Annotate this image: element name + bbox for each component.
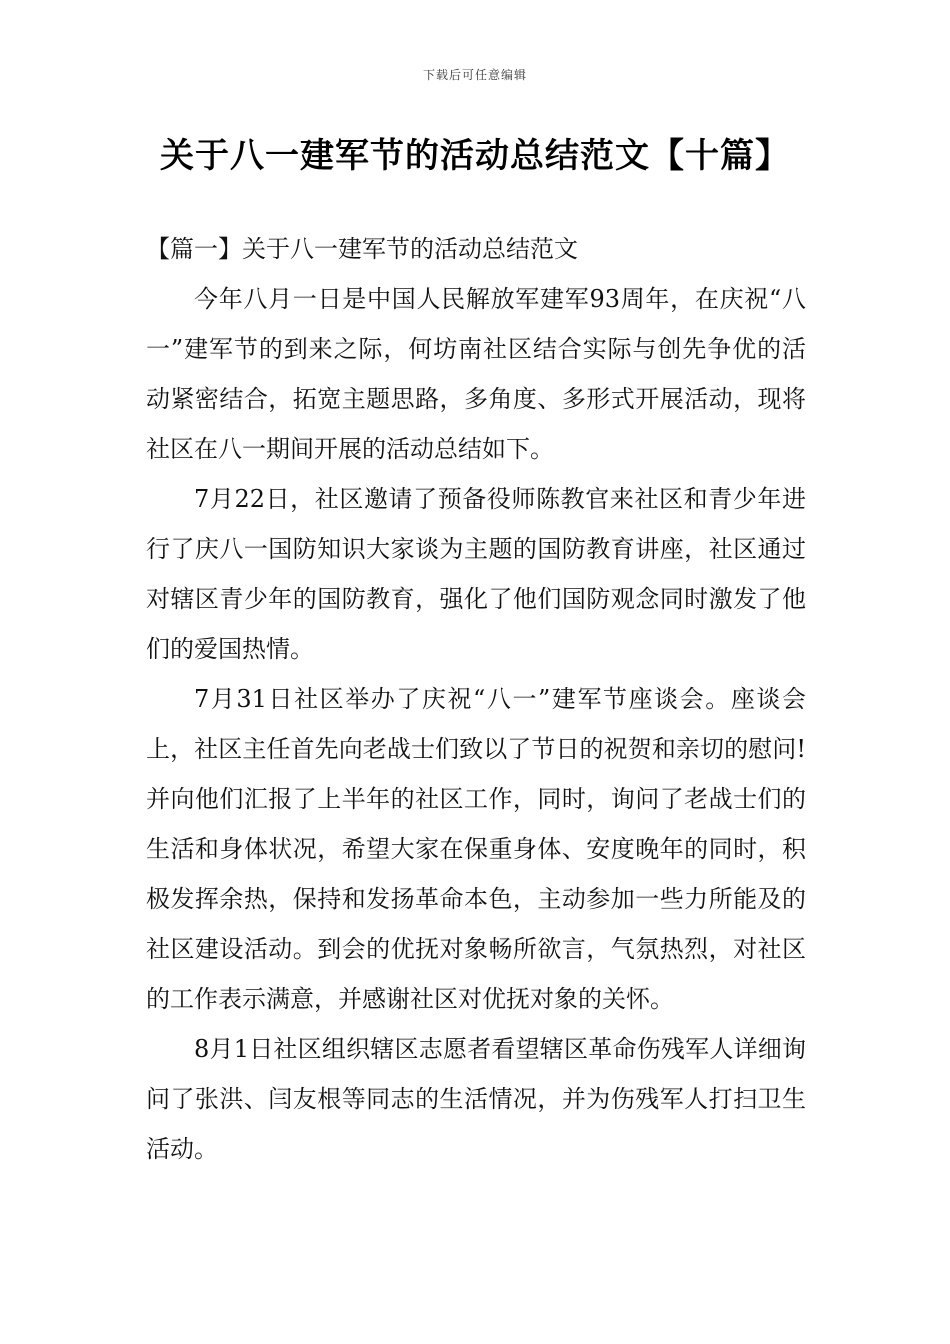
- paragraph: 7月22日，社区邀请了预备役师陈教官来社区和青少年进行了庆八一国防知识大家谈为主题的国防教育讲座，社区通过对辖区青少年的国防教育，强化了他们国防观念同时激发了他们的爱国热情。: [146, 485, 806, 663]
- paragraph: 8月1日社区组织辖区志愿者看望辖区革命伤残军人详细询问了张洪、闫友根等同志的生活情况，并为伤残军人打扫卫生活动。: [146, 1035, 806, 1163]
- header-note: 下载后可任意编辑: [422, 68, 527, 82]
- document-title: 关于八一建军节的活动总结范文【十篇】: [160, 136, 790, 176]
- paragraph: 7月31日社区举办了庆祝“八一”建军节座谈会。座谈会上，社区主任首先向老战士们致以了节日的祝贺和亲切的慰问!并向他们汇报了上半年的社区工作，同时，询问了老战士们的生活和身体状况，希望大家在保重身体、安度晚年的同时，积极发挥余热，保持和发扬革命本色，主动参加一些力所能及的社区建设活动。到会的优抚对象畅所欲言，气氛热烈，对社区的工作表示满意，并感谢社区对优抚对象的关怀。: [146, 685, 806, 1013]
- document-body: [146, 224, 806, 1174]
- section-heading: 【篇一】关于八一建军节的活动总结范文: [146, 235, 578, 263]
- paragraph: 今年八月一日是中国人民解放军建军93周年，在庆祝“八一”建军节的到来之际，何坊南社区结合实际与创先争优的活动紧密结合，拓宽主题思路，多角度、多形式开展活动，现将社区在八一期间开展的活动总结如下。: [146, 285, 806, 463]
